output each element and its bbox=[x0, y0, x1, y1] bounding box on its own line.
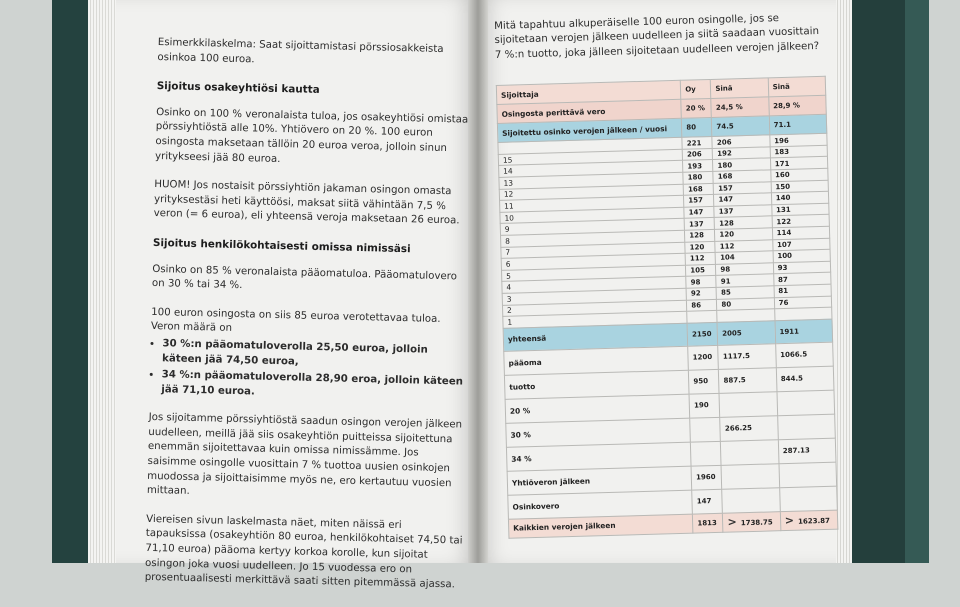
table-year-row-cell: 183 bbox=[770, 145, 828, 158]
compound-table bbox=[496, 76, 839, 539]
table-year-row-cell: 122 bbox=[772, 215, 830, 228]
tax-bullets bbox=[149, 337, 468, 405]
table-year-row-cell: 147 bbox=[684, 206, 714, 218]
table-header-row-cell: Oy bbox=[681, 80, 712, 100]
table-header-row-cell: Sinä bbox=[768, 76, 826, 97]
table-net-row-cell: Sijoitettu osinko verojen jälkeen / vuosi bbox=[497, 119, 682, 143]
table-year-row-cell: 1 bbox=[503, 311, 688, 328]
table-year-row-cell: 8 bbox=[501, 230, 686, 247]
table-summary-row-cell: 34 % bbox=[506, 442, 691, 471]
table-summary-row-cell: 844.5 bbox=[776, 366, 834, 392]
table-tax-row-cell: 24,5 % bbox=[711, 97, 769, 118]
table-summary-row-cell bbox=[779, 486, 837, 512]
table-year-row-cell: 180 bbox=[683, 171, 713, 183]
table-year-row-cell: 128 bbox=[685, 229, 715, 241]
table-year-row-cell: 87 bbox=[773, 273, 831, 286]
table-summary-row-cell bbox=[722, 487, 780, 513]
table-summary-row-cell bbox=[721, 439, 779, 465]
table-net-row-cell: 74.5 bbox=[712, 116, 770, 137]
table-year-row-cell: 98 bbox=[716, 263, 774, 276]
table-year-row-cell: 140 bbox=[771, 191, 829, 204]
table-tax-row-cell: 28,9 % bbox=[768, 95, 826, 116]
table-total-row-cell: yhteensä bbox=[503, 323, 688, 351]
table-year-row-cell: 112 bbox=[715, 239, 773, 252]
table-year-row-cell: 91 bbox=[716, 274, 774, 287]
para-company: Osinko on 100 % veronalaista tuloa, jos osakeyhtiösi omistaa pörssiyhtiöstä alle 10%. Yhtiövero on 20 %. 100 euron osingosta maksetaan tällöin 20 euroa veroa, jolloin sinun yritykseesi jää 80 euroa. bbox=[154, 106, 469, 165]
heading-company: Sijoitus osakeyhtiösi kautta bbox=[156, 80, 320, 97]
table-summary-row-cell bbox=[719, 391, 777, 417]
table-year-row-cell: 147 bbox=[714, 193, 772, 206]
table-year-row-cell: 12 bbox=[499, 184, 684, 201]
table-summary-row-cell: 266.25 bbox=[720, 415, 778, 441]
table-year-row-cell: 193 bbox=[683, 160, 713, 172]
table-year-row-cell: 5 bbox=[501, 265, 686, 282]
table-year-row-cell: 196 bbox=[770, 133, 828, 146]
table-year-row-cell: 9 bbox=[500, 219, 685, 236]
table-year-row-cell: 131 bbox=[771, 203, 829, 216]
right-page bbox=[478, 0, 836, 563]
table-year-row-cell: 157 bbox=[714, 181, 772, 194]
para-personal: Osinko on 85 % veronalaista pääomatuloa. Pääomatulovero on 30 % tai 34 %. bbox=[151, 263, 458, 292]
heading-personal: Sijoitus henkilökohtaisesti omissa nimissäsi bbox=[152, 236, 411, 256]
table-summary-row-cell: 20 % bbox=[505, 394, 690, 423]
table-summary-row-cell: 1960 bbox=[691, 465, 722, 490]
table-year-row-cell: 104 bbox=[715, 251, 773, 264]
book-cover-edge bbox=[905, 0, 929, 563]
table-summary-row-cell bbox=[691, 441, 722, 466]
table-total-row-cell: 1911 bbox=[775, 319, 833, 344]
table-final-row-value: 1738.75 bbox=[740, 518, 773, 528]
table-year-row-cell: 80 bbox=[717, 297, 775, 310]
bullet-30: • 30 %:n pääomatuloverolla 25,50 euroa, jolloin käteen jää 74,50 euroa, bbox=[162, 337, 469, 374]
table-net-row-cell: 80 bbox=[682, 118, 713, 138]
left-page bbox=[116, 0, 476, 591]
para-taxable: 100 euron osingosta on siis 85 euroa verotettavaa tuloa. Veron määrä on bbox=[150, 306, 441, 335]
book-gutter bbox=[468, 0, 488, 563]
table-year-row-cell: 10 bbox=[500, 207, 685, 224]
table-summary-row-cell: Yhtiöveron jälkeen bbox=[507, 466, 692, 495]
table-year-row-cell: 76 bbox=[774, 296, 832, 309]
table-year-row-cell: 137 bbox=[714, 205, 772, 218]
table-final-row-cell bbox=[780, 510, 838, 531]
table-summary-row-cell: 190 bbox=[689, 393, 720, 418]
table-year-row-cell: 107 bbox=[772, 238, 830, 251]
table-summary-row-cell: 887.5 bbox=[719, 367, 777, 393]
table-net-row-cell: 71.1 bbox=[769, 114, 827, 135]
table-summary-row-cell: 147 bbox=[692, 489, 723, 514]
table-summary-row-cell: Osinkovero bbox=[508, 490, 693, 519]
table-year-row-cell: 13 bbox=[499, 172, 684, 189]
table-header-row-cell: Sijoittaja bbox=[496, 81, 681, 105]
table-year-row-cell: 14 bbox=[499, 161, 684, 178]
table-year-row-cell: 168 bbox=[683, 183, 713, 195]
table-year-row-cell: 160 bbox=[770, 168, 828, 181]
table-year-row-cell: 98 bbox=[686, 276, 716, 288]
table-tax-row-cell: 20 % bbox=[681, 99, 712, 119]
table-summary-row-cell: 1066.5 bbox=[775, 342, 833, 368]
table-year-row-cell: 120 bbox=[715, 228, 773, 241]
table-year-row-cell: 81 bbox=[774, 284, 832, 297]
table-year-row-cell: 86 bbox=[687, 299, 717, 311]
table-year-row-cell: 6 bbox=[501, 253, 686, 270]
table-year-row-cell: 4 bbox=[502, 277, 687, 294]
table-total-row-cell: 2005 bbox=[717, 320, 775, 345]
table-year-row-cell: 137 bbox=[684, 218, 714, 230]
table-summary-row-cell bbox=[690, 417, 721, 442]
table-summary-row-cell: 950 bbox=[689, 369, 720, 394]
table-year-row-cell: 114 bbox=[772, 226, 830, 239]
table-year-row-cell: 157 bbox=[684, 195, 714, 207]
table-year-row-cell: 150 bbox=[771, 180, 829, 193]
table-year-row-cell: 11 bbox=[500, 195, 685, 212]
table-header-row-cell: Sinä bbox=[711, 78, 769, 99]
table-total-row-cell: 2150 bbox=[687, 322, 718, 346]
table-final-row-cell: Kaikkien verojen jälkeen bbox=[508, 514, 693, 538]
table-year-row-cell: 221 bbox=[682, 137, 712, 149]
table-summary-row-cell: 287.13 bbox=[778, 438, 836, 464]
right-page-content bbox=[494, 11, 838, 539]
table-year-row-cell: 2 bbox=[502, 300, 687, 317]
para-huom: HUOM! Jos nostaisit pörssiyhtiön jakaman osingon omasta yrityksestäsi heti käyttöösi, maksat siitä vähintään 7,5 % veron (= 6 euroa), eli yhteensä veroja maksetaan 26 euroa. bbox=[153, 179, 460, 227]
table-year-row-cell: 206 bbox=[682, 148, 712, 160]
table-year-row-cell: 92 bbox=[686, 287, 716, 299]
table-year-row-cell: 171 bbox=[770, 157, 828, 170]
table-year-row-cell: 85 bbox=[716, 286, 774, 299]
arrow-icon: > bbox=[727, 515, 737, 529]
table-year-row-cell: 206 bbox=[712, 135, 770, 148]
table-year-row-cell: 15 bbox=[498, 149, 683, 166]
para-reinvest: Jos sijoitamme pörssiyhtiöstä saadun osingon verojen jälkeen uudelleen, meillä jää siis osakeyhtiön puitteissa sijoitettuna enemmän sijoitettavaa kuin omissa nimissämme. Jos saisimme osingolle vuosittain 7 % tuottoa uusien osinkojen muodossa ja sijoittaisimme myös ne, ero kertautuu vuosien mittaan. bbox=[146, 412, 463, 498]
table-summary-row-cell: tuotto bbox=[504, 370, 689, 399]
table-year-row-cell: 105 bbox=[686, 264, 716, 276]
table-tax-row-cell: Osingosta perittävä vero bbox=[497, 100, 682, 124]
table-final-row-value: 1623.87 bbox=[797, 517, 831, 526]
table-year-row-cell: 3 bbox=[502, 288, 687, 305]
table-year-row-cell: 7 bbox=[501, 242, 686, 259]
table-summary-row-cell: 1200 bbox=[688, 345, 719, 370]
left-page-text bbox=[144, 36, 476, 607]
table-year-row-cell: 168 bbox=[713, 170, 771, 183]
table-summary-row-cell bbox=[777, 390, 835, 416]
table-year-row-cell: 128 bbox=[715, 216, 773, 229]
table-summary-row-cell bbox=[779, 462, 837, 488]
table-summary-row-cell: pääoma bbox=[504, 346, 689, 375]
table-summary-row-cell bbox=[721, 463, 779, 489]
para-conclusion: Viereisen sivun laskelmasta näet, miten näissä eri tapauksissa (osakeyhtiön 80 euroa, henkilökohtaiset 74,50 tai 71,10 euroa) pääoma kertyy korkoa korolle, kun sijoitat osingon joka vuosi uudelleen. Jo 15 vuodessa ero on prosentuaalisesti merkittävä saati sitten pitemmässä ajassa. bbox=[144, 513, 463, 591]
table-year-row-cell bbox=[687, 311, 717, 323]
example-intro: Esimerkkilaskelma: Saat sijoittamistasi pörssiosakkeista osinkoa 100 euroa. bbox=[157, 36, 444, 65]
table-final-row-cell: 1813 bbox=[693, 513, 724, 533]
table-summary-row-cell: 30 % bbox=[506, 418, 691, 447]
bullet-34: • 34 %:n pääomatuloverolla 28,90 eroa, jolloin käteen jää 71,10 euroa. bbox=[161, 368, 468, 405]
table-intro: Mitä tapahtuu alkuperäiselle 100 euron osingolle, jos se sijoitetaan verojen jälkeen uudelleen ja siitä saadaan vuosittain 7 %:n tuotto, joka jälleen sijoitetaan uudelleen verojen jälkeen? bbox=[494, 13, 820, 61]
table-final-row-cell bbox=[723, 511, 781, 532]
table-year-row-cell: 192 bbox=[713, 147, 771, 160]
table-year-row-cell: 93 bbox=[773, 261, 831, 274]
arrow-icon: > bbox=[784, 514, 795, 528]
table-year-row-cell: 100 bbox=[773, 249, 831, 262]
table-summary-row-cell bbox=[777, 414, 835, 440]
table-year-row-cell: 120 bbox=[685, 241, 715, 253]
table-year-row-cell: 112 bbox=[685, 253, 715, 265]
table-year-row-cell: 180 bbox=[713, 158, 771, 171]
table-summary-row-cell: 1117.5 bbox=[718, 343, 776, 369]
